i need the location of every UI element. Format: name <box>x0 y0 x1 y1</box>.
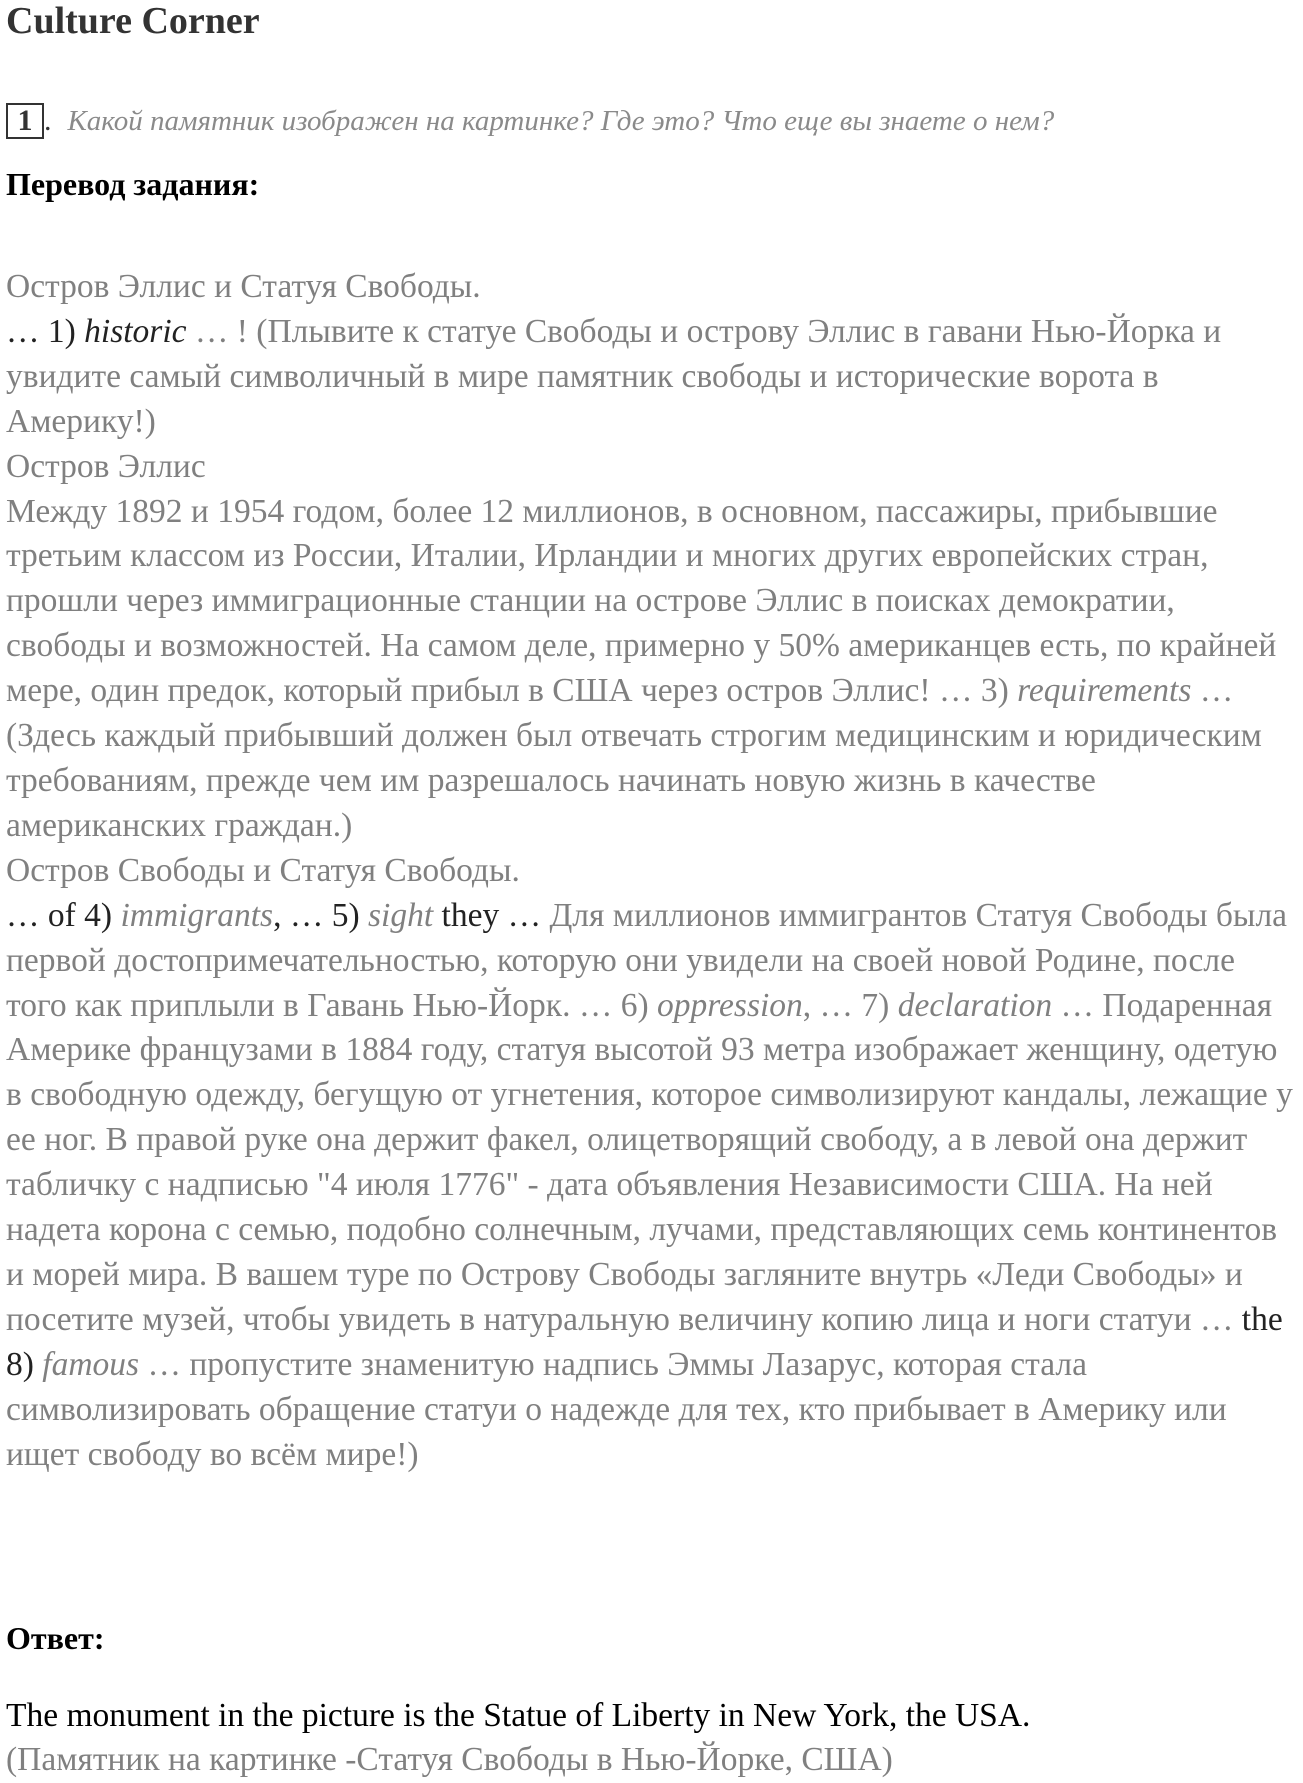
task-number-box: 1 <box>6 103 44 139</box>
paragraph-liberty <box>6 894 1301 1478</box>
paragraph-heading-ellis-and-liberty: Остров Эллис и Статуя Свободы. <box>6 268 481 305</box>
paragraph-intro <box>6 310 1301 445</box>
highlighted-word: sight <box>367 896 434 934</box>
text-fragment: Между 1892 и 1954 годом, более 12 миллионов, в основном, пассажиры, прибывшие третьим классом из России, Италии, Ирландии и многих других европейских стран, прошли через иммиграционные станции на острове Эллис в поисках демократии, свободы и возможностей. На самом деле, примерно у 50% американцев есть, по крайней мере, один предок, который прибыл в США через остров Эллис! … 3) <box>6 492 1277 710</box>
text-fragment: … ! (Плывите к статуе Свободы и острову Эллис в гавани Нью-Йорка и увидите самый символичный в мире памятник свободы и исторические ворота в Америку!) <box>6 312 1222 440</box>
answer-heading: Ответ: <box>6 1620 105 1656</box>
highlighted-word: oppression <box>657 986 803 1024</box>
task-question: Какой памятник изображен на картинке? Где это? Что еще вы знаете о нем? <box>67 104 1055 137</box>
answer-english: The monument in the picture is the Statue of Liberty in New York, the USA. <box>6 1697 1031 1734</box>
task-line <box>6 99 1054 143</box>
highlighted-word: historic <box>84 312 187 350</box>
text-fragment: … (Здесь каждый прибывший должен был отвечать строгим медицинским и юридическим требованиям, прежде чем им разрешалось начинать новую жизнь в качестве американских граждан.) <box>6 672 1262 844</box>
answer-russian: (Памятник на картинке -Статуя Свободы в Нью-Йорке, США) <box>6 1741 893 1778</box>
highlighted-word: famous <box>42 1345 140 1383</box>
page-title: Culture Corner <box>6 0 260 42</box>
translation-text <box>6 265 1301 1477</box>
translation-heading: Перевод задания: <box>6 166 260 202</box>
highlighted-word: requirements <box>1017 672 1192 710</box>
paragraph-heading-ellis: Остров Эллис <box>6 447 206 485</box>
task-number-dot: . <box>44 104 52 137</box>
text-fragment: … of 4) <box>6 896 121 934</box>
text-fragment: … 1) <box>6 312 85 350</box>
text-fragment: , … 5) <box>273 896 368 934</box>
text-fragment: the 8) <box>6 1300 1283 1383</box>
text-fragment: Для миллионов иммигрантов Статуя Свободы была первой достопримечательностью, которую они увидели на своей новой Родине, после того как приплыли в Гавань Нью-Йорк. … 6) <box>6 896 1288 1024</box>
text-fragment: … Подаренная Америке французами в 1884 году, статуя высотой 93 метра изображает женщину, одетую в свободную одежду, бегущую от угнетения, которое символизируют кандалы, лежащие у ее ног. В правой руке она держит факел, олицетворящий свободу, а в левой она держит табличку с надписью "4 июля 1776" - дата объявления Независимости США. На ней надета корона с семью, подобно солнечным, лучами, представляющих семь континентов и морей мира. В вашем туре по Острову Свободы загляните внутрь «Леди Свободы» и посетите музей, чтобы увидеть в натуральную величину копию лица и ноги статуи … <box>6 986 1293 1338</box>
text-fragment: they … <box>433 896 542 934</box>
highlighted-word: declaration <box>897 986 1053 1024</box>
text-fragment: … пропустите знаменитую надпись Эммы Лазарус, которая стала символизировать обращение статуи о надежде для тех, кто прибывает в Америку или ищет свободу во всём мире!) <box>6 1345 1227 1473</box>
highlighted-word: immigrants <box>120 896 274 934</box>
paragraph-heading-liberty: Остров Свободы и Статуя Свободы. <box>6 851 520 889</box>
paragraph-ellis <box>6 490 1301 849</box>
text-fragment: , … 7) <box>802 986 898 1024</box>
